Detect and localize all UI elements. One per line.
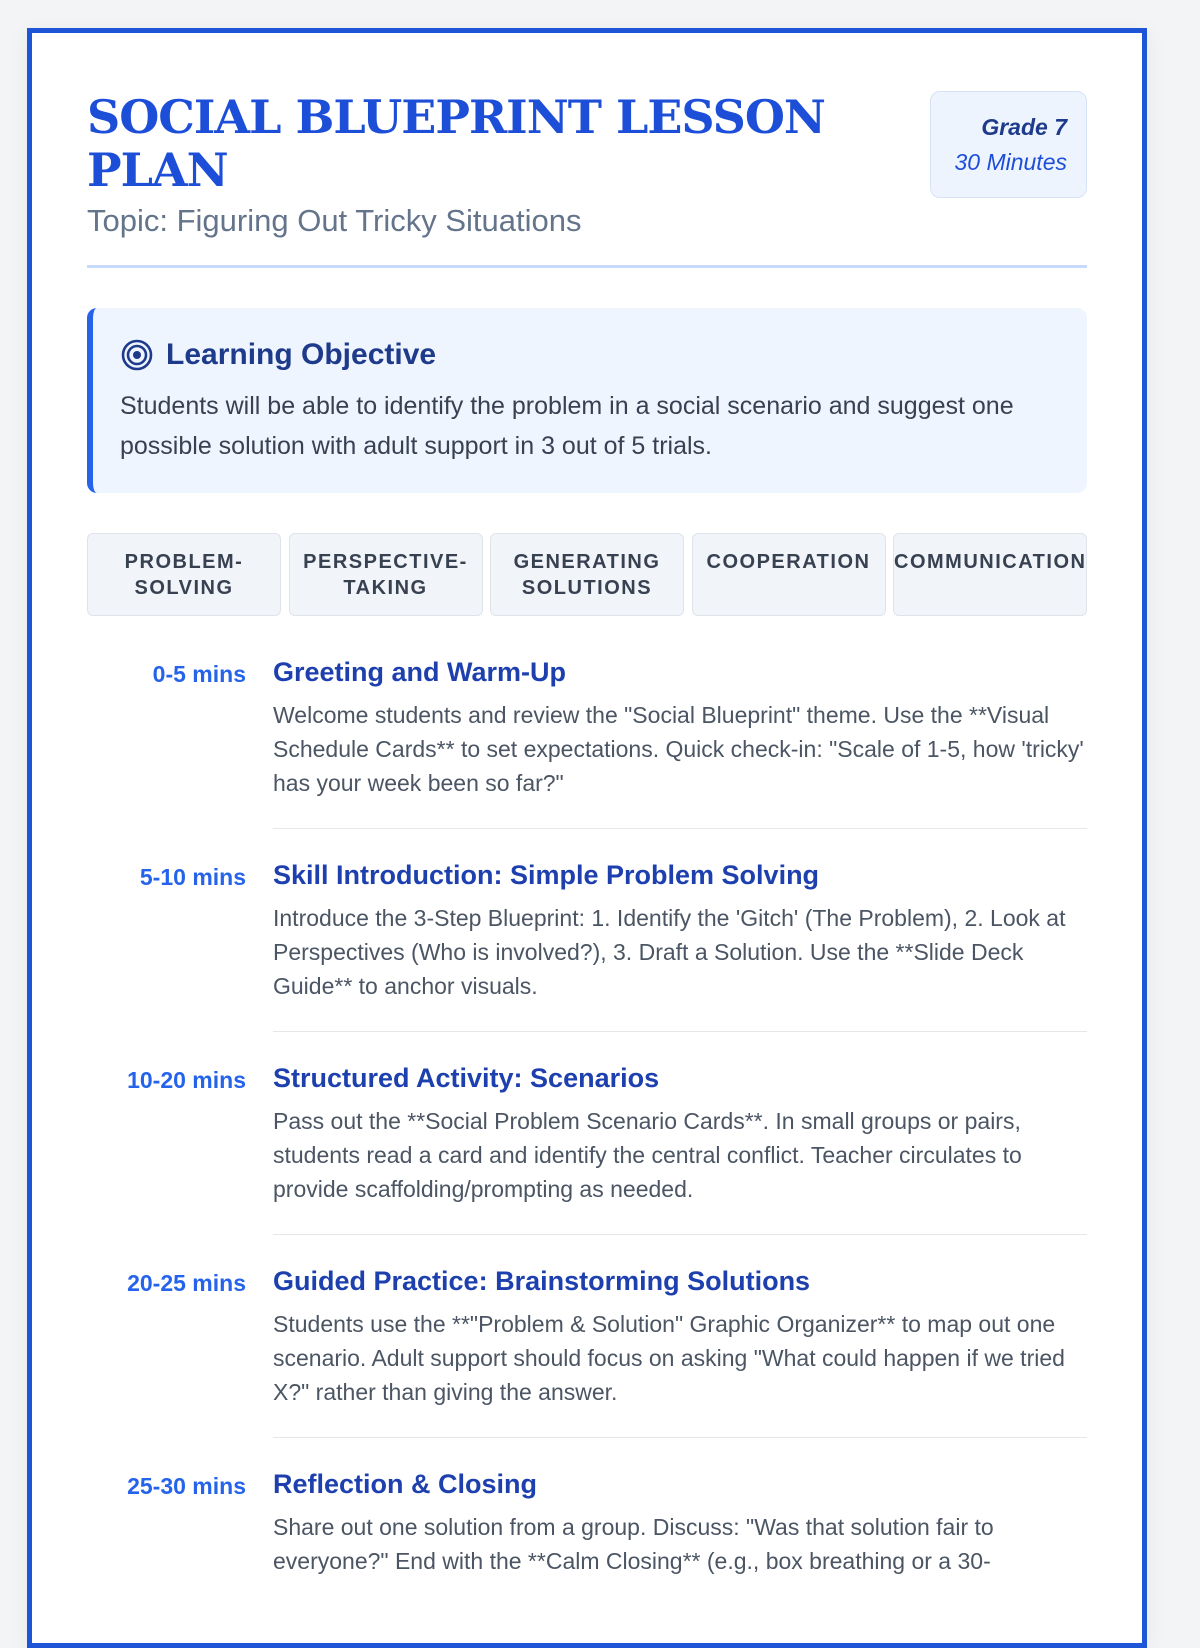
activity-title: Guided Practice: Brainstorming Solutions <box>273 1265 811 1296</box>
skill-tag: PERSPECTIVE-TAKING <box>289 533 483 616</box>
schedule-time: 5-10 mins <box>139 863 246 890</box>
schedule-item <box>87 857 1087 1060</box>
page-title: SOCIAL BLUEPRINT LESSON PLAN <box>87 90 825 197</box>
skill-tag: GENERATING SOLUTIONS <box>490 533 684 616</box>
skill-tag: COMMUNICATION <box>893 533 1087 616</box>
schedule-item <box>87 1466 1087 1634</box>
skill-tag: PROBLEM-SOLVING <box>87 533 281 616</box>
schedule-time: 25-30 mins <box>127 1472 246 1499</box>
activity-title: Greeting and Warm-Up <box>273 656 567 687</box>
target-icon <box>120 338 154 372</box>
objective-text: Students will be able to identify the problem in a social scenario and suggest one possible solution with adult support in 3 out of 5 trials. <box>120 391 1014 460</box>
schedule-time: 20-25 mins <box>127 1269 246 1296</box>
lesson-plan-page <box>27 28 1147 1648</box>
page-subtitle: Topic: Figuring Out Tricky Situations <box>87 202 582 238</box>
activity-description: Welcome students and review the "Social Blueprint" theme. Use the **Visual Schedule Cards** to set expectations. Quick check-in: "Scale of 1-5, how 'tricky' has your week been so far?" <box>273 701 1084 796</box>
header <box>87 91 1087 239</box>
grade-duration-box <box>930 91 1087 198</box>
schedule-time: 10-20 mins <box>127 1066 246 1093</box>
activity-description: Pass out the **Social Problem Scenario Cards**. In small groups or pairs, students read a card and identify the central conflict. Teacher circulates to provide scaffolding/prompting as needed. <box>273 1107 1022 1202</box>
lesson-schedule <box>87 654 1087 1634</box>
schedule-content <box>273 1263 1087 1438</box>
learning-objective-card <box>87 308 1087 493</box>
objective-header <box>120 338 1060 372</box>
activity-title: Reflection & Closing <box>273 1468 538 1499</box>
schedule-content <box>273 857 1087 1032</box>
activity-description: Share out one solution from a group. Discuss: "Was that solution fair to everyone?" End with the **Calm Closing** (e.g., box breathing or a 30- <box>273 1513 994 1574</box>
header-divider <box>87 265 1087 268</box>
objective-title: Learning Objective <box>166 337 437 371</box>
schedule-item <box>87 654 1087 857</box>
activity-description: Introduce the 3-Step Blueprint: 1. Identify the 'Gitch' (The Problem), 2. Look at Perspectives (Who is involved?), 3. Draft a Solution. Use the **Slide Deck Guide** to anchor visuals. <box>273 904 1066 999</box>
skill-tags <box>87 533 1087 616</box>
schedule-item <box>87 1060 1087 1263</box>
schedule-item <box>87 1263 1087 1466</box>
activity-title: Skill Introduction: Simple Problem Solving <box>273 859 820 890</box>
schedule-content <box>273 1060 1087 1235</box>
skill-tag: COOPERATION <box>692 533 886 616</box>
title-block <box>87 91 930 239</box>
activity-title: Structured Activity: Scenarios <box>273 1062 660 1093</box>
schedule-content <box>273 654 1087 829</box>
duration-label: 30 Minutes <box>954 149 1067 175</box>
schedule-content <box>273 1466 1087 1606</box>
schedule-time: 0-5 mins <box>152 660 246 687</box>
activity-description: Students use the **"Problem & Solution" Graphic Organizer** to map out one scenario. Adult support should focus on asking "What could happen if we tried X?" rather than giving the answer. <box>273 1310 1065 1405</box>
grade-label: Grade 7 <box>981 114 1067 140</box>
